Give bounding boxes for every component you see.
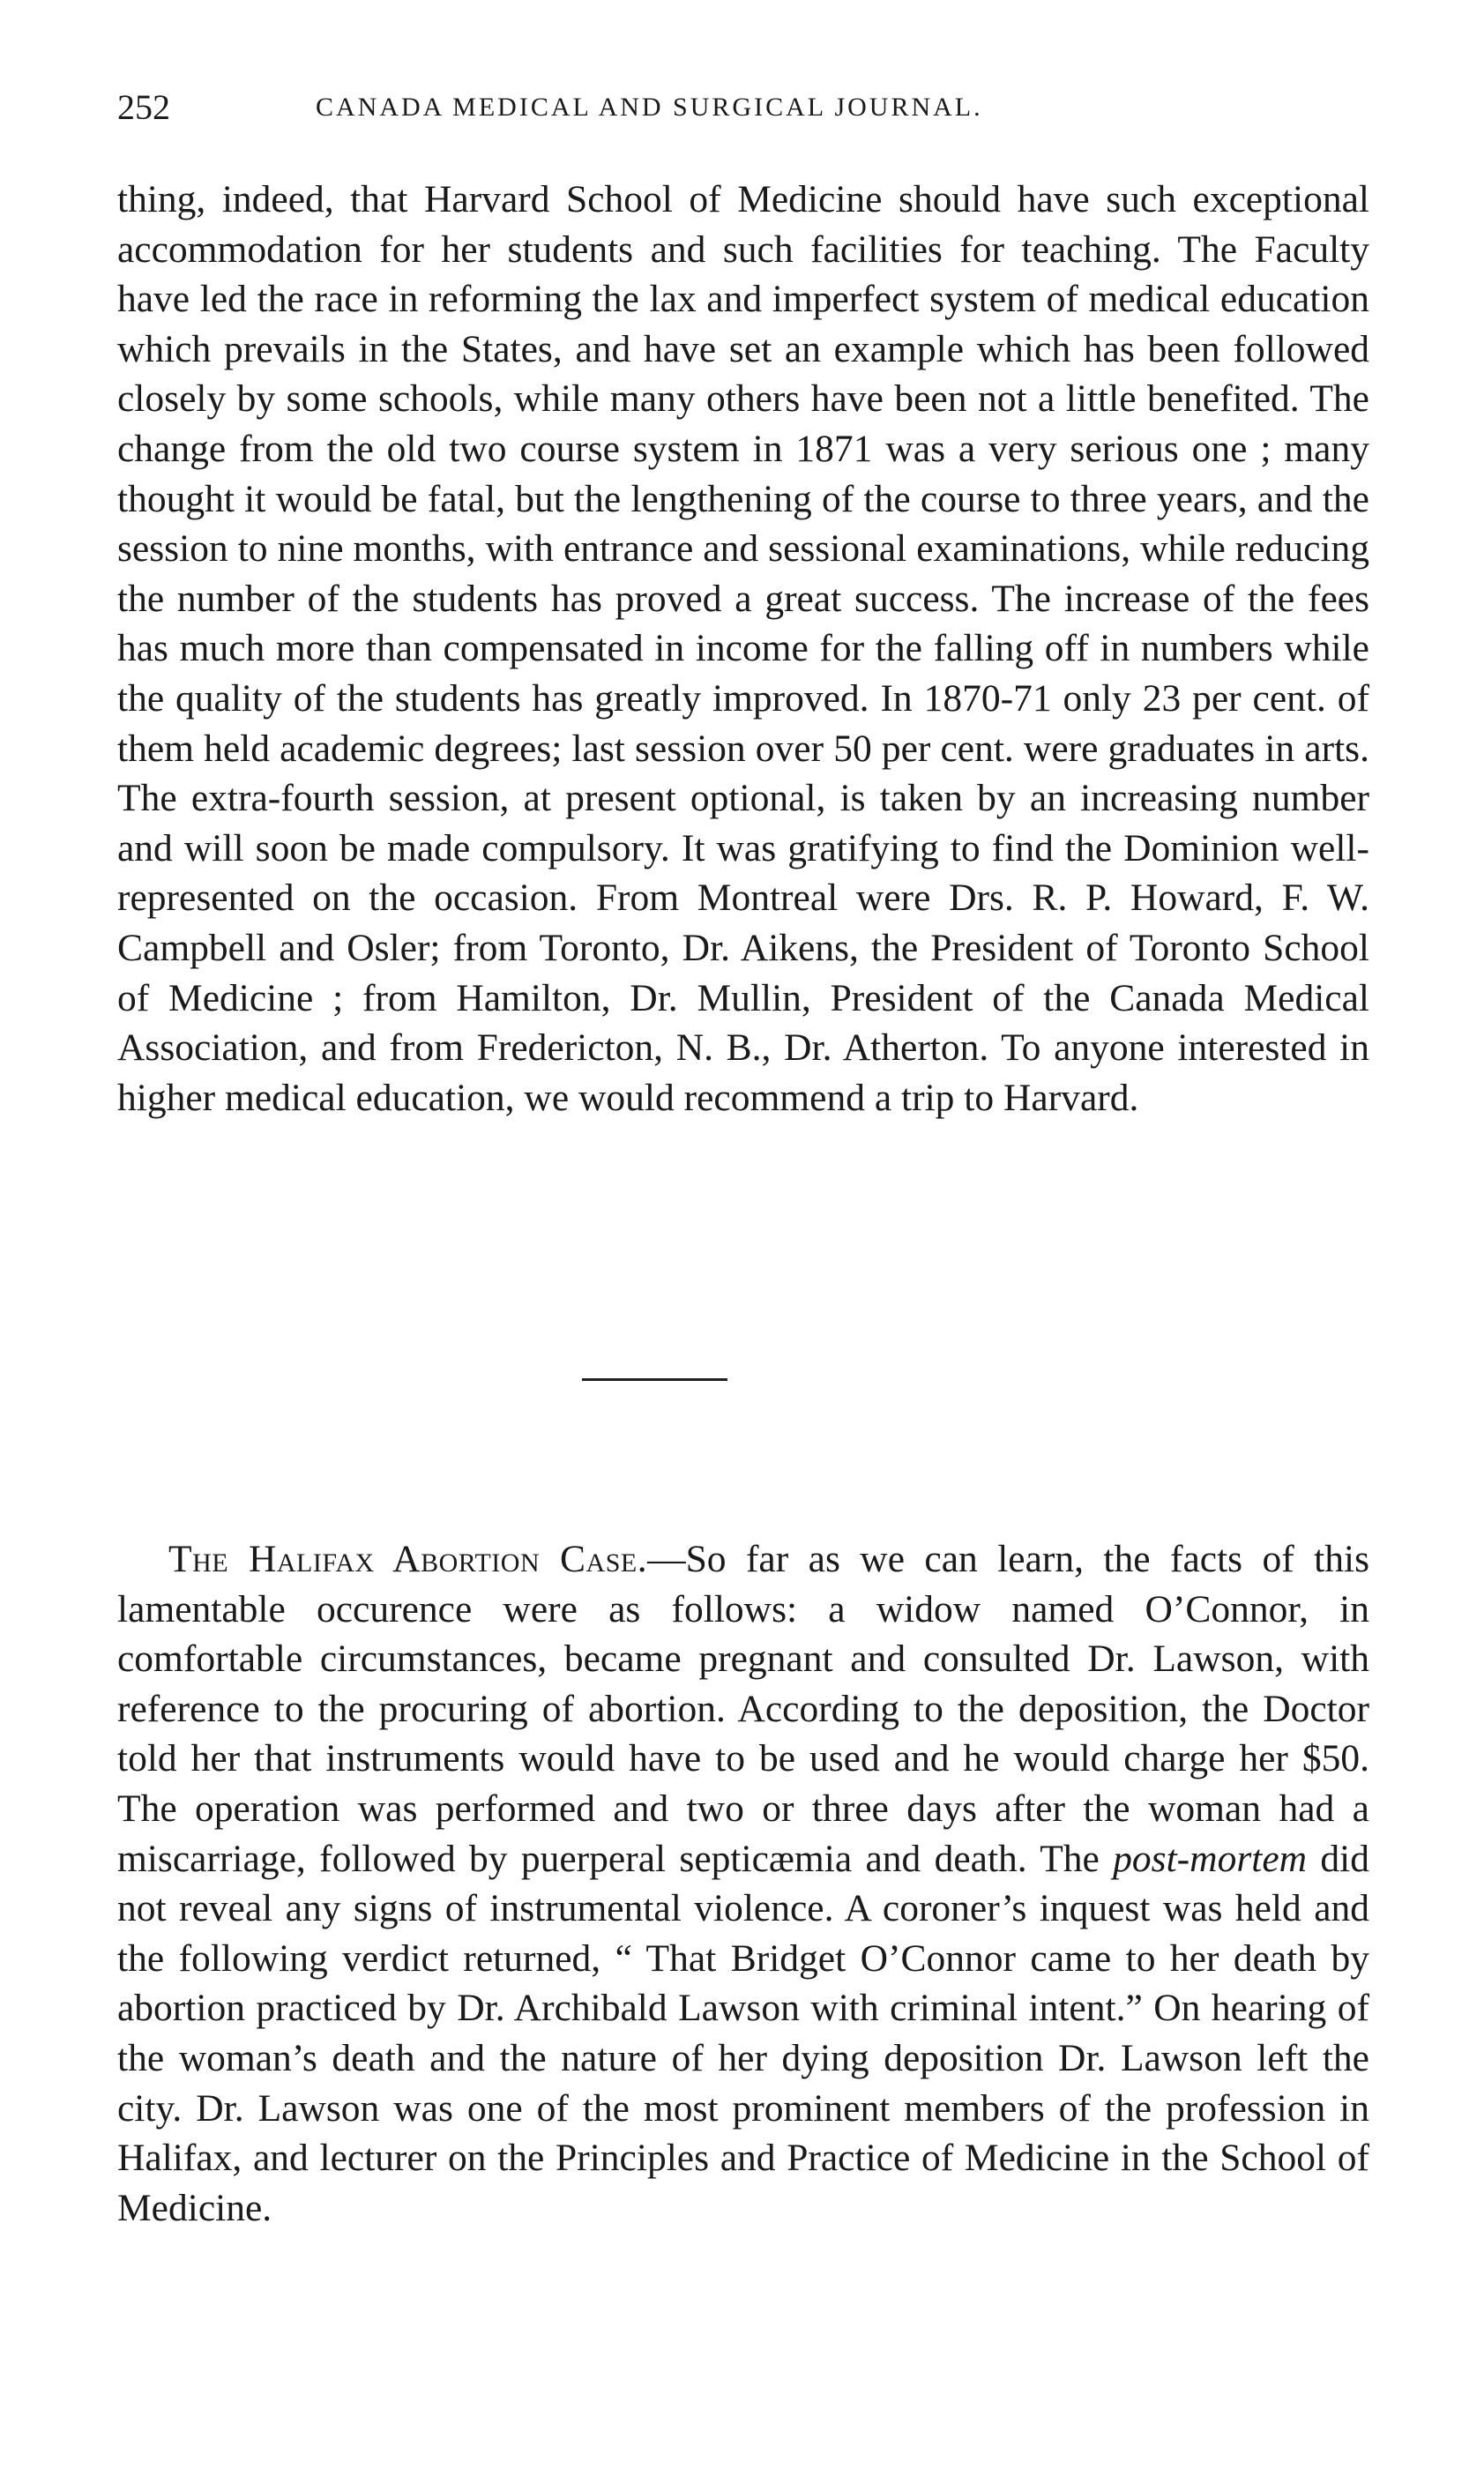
post-mortem-term: post-mortem — [1113, 1837, 1308, 1880]
page-number: 252 — [117, 87, 170, 127]
halifax-case-paragraph — [117, 1534, 1369, 2233]
halifax-case-body-part-1: —So far as we can learn, the facts of this lamentable occurence were as follows: a widow named O’Connor, in comfortable circumstances, became pregnant and consulted Dr. Lawson, with reference to the procuring of abortion. According to the deposition, the Doctor told her that instruments would have to be used and he would charge her $50. The operation was performed and two or three days after the woman had a miscarriage, followed by puerperal septicæmia and death. The — [117, 1538, 1369, 1880]
section-divider — [582, 1378, 727, 1381]
halifax-case-title: The Halifax Abortion Case. — [168, 1538, 648, 1580]
halifax-case-body-part-2: did not reveal any signs of instrumental violence. A coroner’s inquest was held and the following verdict returned, “ That Bridget O’Connor came to her death by abortion practiced by Dr. Archibald Lawson with criminal intent.” On hearing of the woman’s death and the nature of her dying deposition Dr. Lawson left the city. Dr. Lawson was one of the most prominent members of the profession in Halifax, and lecturer on the Principles and Practice of Medicine in the School of Medicine. — [117, 1837, 1369, 2229]
journal-title: CANADA MEDICAL AND SURGICAL JOURNAL. — [316, 93, 983, 122]
harvard-article-paragraph: thing, indeed, that Harvard School of Medicine should have such exceptional accommodation for her students and such facilities for teaching. The Faculty have led the race in reforming the lax and imperfect system of medical education which prevails in the States, and have set an example which has been followed closely by some schools, while many others have been not a little benefited. The change from the old two course system in 1871 was a very serious one ; many thought it would be fatal, but the lengthening of the course to three years, and the session to nine months, with entrance and sessional examinations, while reducing the number of the students has proved a great success. The increase of the fees has much more than compensated in income for the falling off in numbers while the quality of the students has greatly improved. In 1870-71 only 23 per cent. of them held academic degrees; last session over 50 per cent. were graduates in arts. The extra-fourth session, at present optional, is taken by an increasing number and will soon be made compulsory. It was gratifying to find the Dominion well-represented on the occasion. From Montreal were Drs. R. P. Howard, F. W. Campbell and Osler; from Toronto, Dr. Aikens, the President of Toronto School of Medicine ; from Hamilton, Dr. Mullin, President of the Canada Medical Association, and from Fredericton, N. B., Dr. Atherton. To anyone interested in higher medical education, we would recommend a trip to Harvard. — [117, 178, 1369, 1119]
running-head — [117, 81, 1369, 134]
